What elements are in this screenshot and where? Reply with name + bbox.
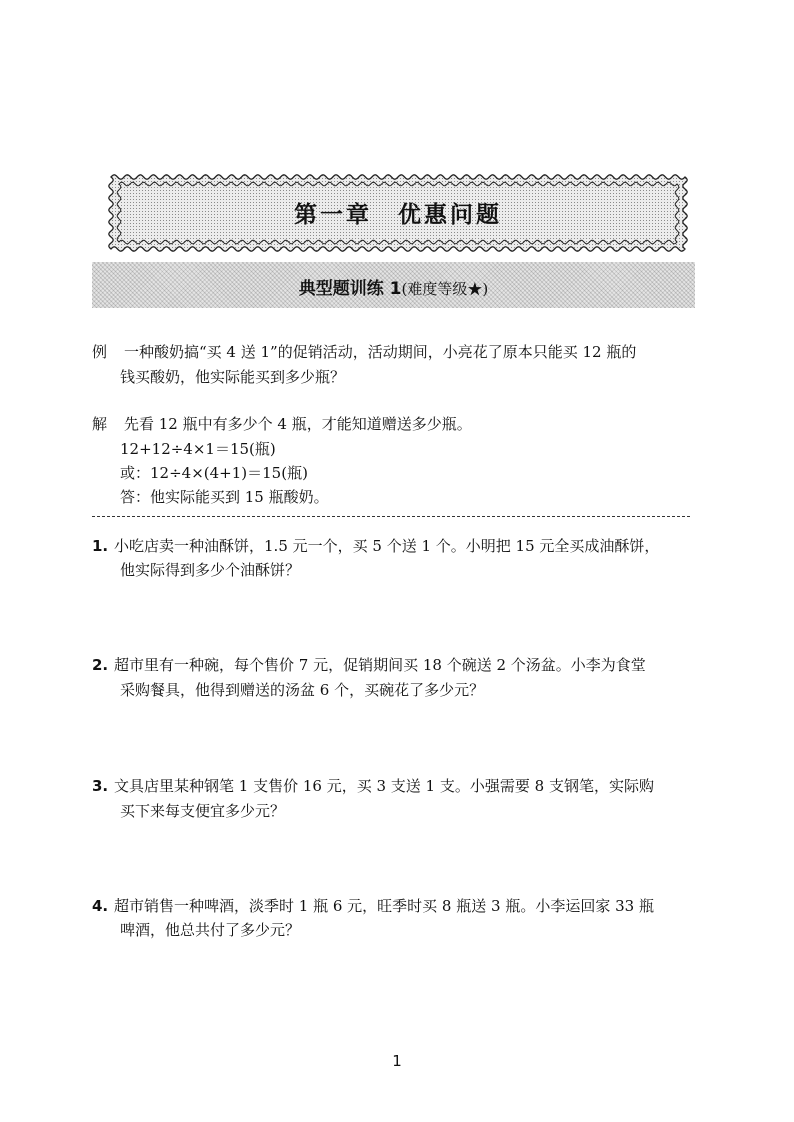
section-header — [92, 262, 695, 308]
problem-3-line-2: 买下来每支便宜多少元？ — [120, 802, 286, 820]
problem-3-line-1: 文具店里某种钢笔 1 支售价 16 元，买 3 支送 1 支。小强需要 8 支钢笔，实际购 — [114, 777, 654, 795]
chapter-title: 第一章 优惠问题 — [294, 202, 502, 228]
example-line-1: 一种酸奶搞“买 4 送 1”的促销活动，活动期间，小亮花了原本只能买 12 瓶的 — [124, 343, 637, 361]
problem-1-number: 1. — [92, 537, 109, 555]
solution-label: 解 — [92, 415, 108, 433]
section-title — [92, 274, 695, 299]
example-label: 例 — [92, 343, 108, 361]
problem-2-number: 2. — [92, 656, 109, 674]
problem-4-number: 4. — [92, 897, 109, 915]
chapter-banner — [106, 172, 690, 254]
problem-2-line-2: 采购餐具，他得到赠送的汤盆 6 个，买碗花了多少元？ — [120, 681, 485, 699]
solution-line-3: 或：12÷4×(4+1)＝15(瓶) — [120, 464, 308, 482]
difficulty-label: (难度等级★) — [401, 280, 489, 298]
problem-4-line-2: 啤酒，他总共付了多少元？ — [120, 921, 301, 939]
dashed-divider — [92, 516, 690, 517]
problem-3-number: 3. — [92, 777, 109, 795]
problem-4-line-1: 超市销售一种啤酒，淡季时 1 瓶 6 元，旺季时买 8 瓶送 3 瓶。小李运回家 33 瓶 — [114, 897, 654, 915]
solution-line-4: 答：他实际能买到 15 瓶酸奶。 — [120, 488, 329, 506]
page-number: 1 — [392, 1052, 402, 1070]
solution-line-1: 先看 12 瓶中有多少个 4 瓶，才能知道赠送多少瓶。 — [124, 415, 472, 433]
problem-1-line-2: 他实际得到多少个油酥饼？ — [120, 561, 301, 579]
example-line-2: 钱买酸奶，他实际能买到多少瓶？ — [120, 368, 346, 386]
section-title-text: 典型题训练 1 — [298, 279, 402, 299]
problem-2-line-1: 超市里有一种碗，每个售价 7 元，促销期间买 18 个碗送 2 个汤盆。小李为食堂 — [114, 656, 646, 674]
problem-1-line-1: 小吃店卖一种油酥饼，1.5 元一个，买 5 个送 1 个。小明把 15 元全买成油酥饼， — [114, 537, 660, 555]
solution-line-2: 12+12÷4×1＝15(瓶) — [120, 440, 276, 458]
